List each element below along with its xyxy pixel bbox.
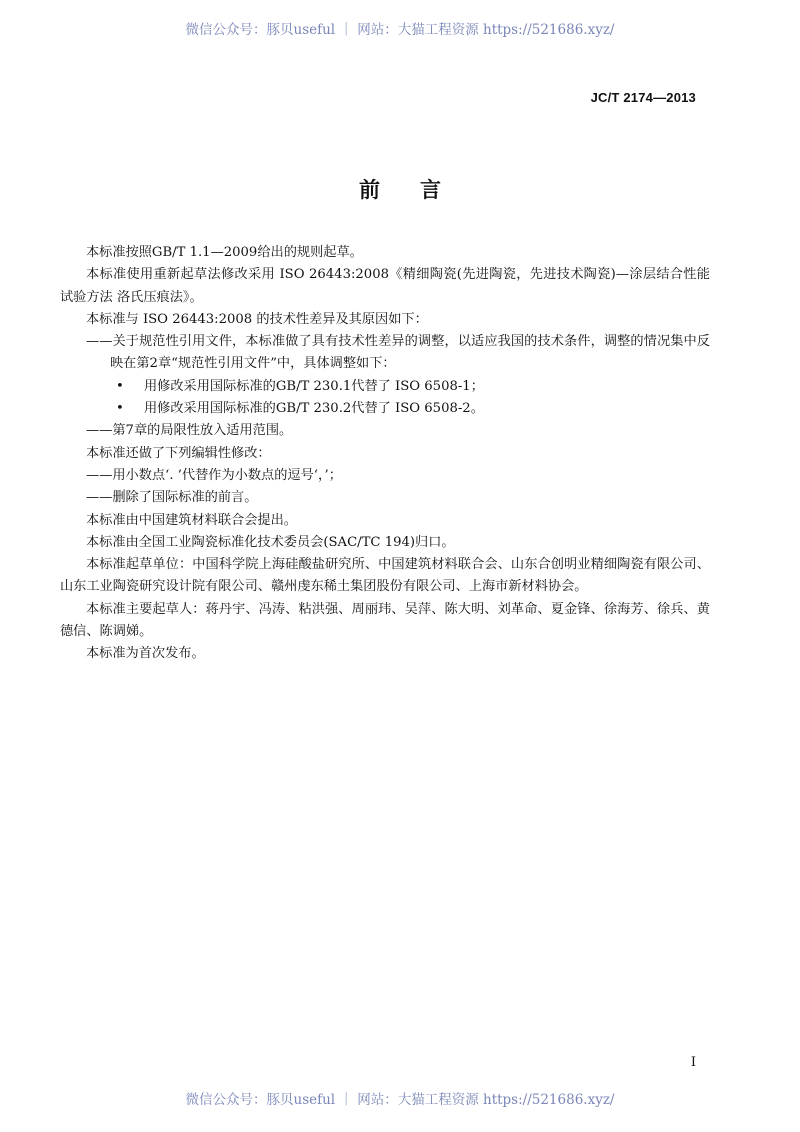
page-number: I <box>690 1055 696 1070</box>
list-item-normative-references: ——关于规范性引用文件，本标准做了具有技术性差异的调整，以适应我国的技术条件，调整的情况集中反映在第2章“规范性引用文件”中，具体调整如下： <box>86 334 710 372</box>
document-code: JC/T 2174—2013 <box>590 90 696 105</box>
bullet-text: 用修改采用国际标准的GB/T 230.1代替了 ISO 6508-1； <box>144 378 484 394</box>
list-item-chapter-7: ——第7章的局限性放入适用范围。 <box>86 423 293 439</box>
paragraph-drafters: 本标准主要起草人：蒋丹宇、冯涛、粘洪强、周丽玮、吴萍、陈大明、刘革命、夏金锋、徐海芳、徐兵、黄德信、陈调娣。 <box>60 601 710 640</box>
list-item-foreword-removed: ——删除了国际标准的前言。 <box>86 490 258 506</box>
paragraph-centralized-by: 本标准由全国工业陶瓷标准化技术委员会(SAC/TC 194)归口。 <box>86 534 455 550</box>
paragraph-differences-intro: 本标准与 ISO 26443:2008 的技术性差异及其原因如下： <box>86 311 428 327</box>
bullet-icon: • <box>116 378 124 394</box>
foreword-body <box>60 242 710 666</box>
bullet-item-gbt-230-2 <box>60 398 710 420</box>
bullet-icon: • <box>116 401 124 417</box>
paragraph-drafting-rules: 本标准按照GB/T 1.1—2009给出的规则起草。 <box>86 245 363 260</box>
list-item-decimal-point: ——用小数点‘. ’代替作为小数点的逗号‘，’； <box>86 467 342 483</box>
watermark-top: 微信公众号：豚贝useful ｜ 网站：大猫工程资源 https://521686.xyz/ <box>185 22 615 38</box>
paragraph-drafting-units: 本标准起草单位：中国科学院上海硅酸盐研究所、中国建筑材料联合会、山东合创明业精细陶瓷有限公司、山东工业陶瓷研究设计院有限公司、赣州虔东稀土集团股份有限公司、上海市新材料协会。 <box>60 557 710 595</box>
paragraph-proposed-by: 本标准由中国建筑材料联合会提出。 <box>86 512 297 528</box>
watermark-bottom: 微信公众号：豚贝useful ｜ 网站：大猫工程资源 https://521686.xyz/ <box>185 1092 615 1108</box>
bullet-text: 用修改采用国际标准的GB/T 230.2代替了 ISO 6508-2。 <box>144 401 484 417</box>
paragraph-adoption: 本标准使用重新起草法修改采用 ISO 26443:2008《精细陶瓷(先进陶瓷，先进技术陶瓷)—涂层结合性能试验方法 洛氏压痕法》。 <box>60 267 710 305</box>
bullet-item-gbt-230-1 <box>60 376 710 398</box>
page-title: 前言 <box>359 178 481 202</box>
paragraph-first-release: 本标准为首次发布。 <box>86 646 205 662</box>
paragraph-editorial-intro: 本标准还做了下列编辑性修改： <box>86 445 271 461</box>
